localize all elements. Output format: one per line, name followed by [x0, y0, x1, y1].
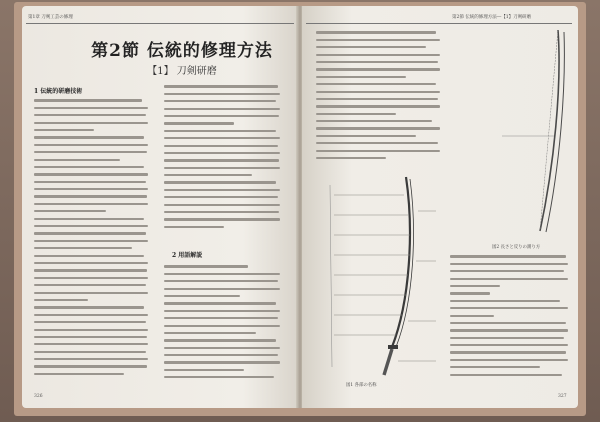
- right-page-number: 327: [558, 394, 567, 399]
- figure-1-tang: [384, 349, 392, 375]
- left-page-number: 326: [34, 394, 43, 399]
- figure-2-caption: 図2 長さと反りの測り方: [492, 245, 541, 250]
- right-column-2-text: [450, 254, 572, 384]
- figure-2-blade-curvature: [462, 26, 572, 241]
- figure-1-habaki: [388, 345, 398, 349]
- figure-1-axis: [330, 185, 332, 367]
- left-column-2-text: [164, 84, 284, 244]
- heading-terminology: 2 用語解説: [172, 252, 203, 259]
- left-running-head: 第1章 刀剣工芸の修理: [28, 15, 73, 20]
- right-header-rule: [306, 23, 572, 24]
- left-header-rule: [26, 23, 294, 24]
- left-column-1-text: [34, 98, 152, 388]
- figure-1-caption: 図1 各部の名称: [346, 383, 377, 388]
- right-page: [302, 6, 578, 408]
- subsection-title: 【1】 刀剣研磨: [147, 66, 217, 77]
- right-running-head: 第2節 伝統的修理方法―【1】刀剣研磨: [452, 15, 532, 20]
- section-title: 第2節 伝統的修理方法: [91, 41, 273, 61]
- figure-1-blade-edge: [396, 179, 413, 347]
- figure-1-blade: [392, 177, 410, 347]
- left-column-2-terms: [164, 264, 284, 388]
- heading-traditional-polishing: 1 伝統的研磨技術: [34, 88, 83, 95]
- left-page: [22, 6, 298, 408]
- figure-1-sword-parts: [322, 171, 440, 379]
